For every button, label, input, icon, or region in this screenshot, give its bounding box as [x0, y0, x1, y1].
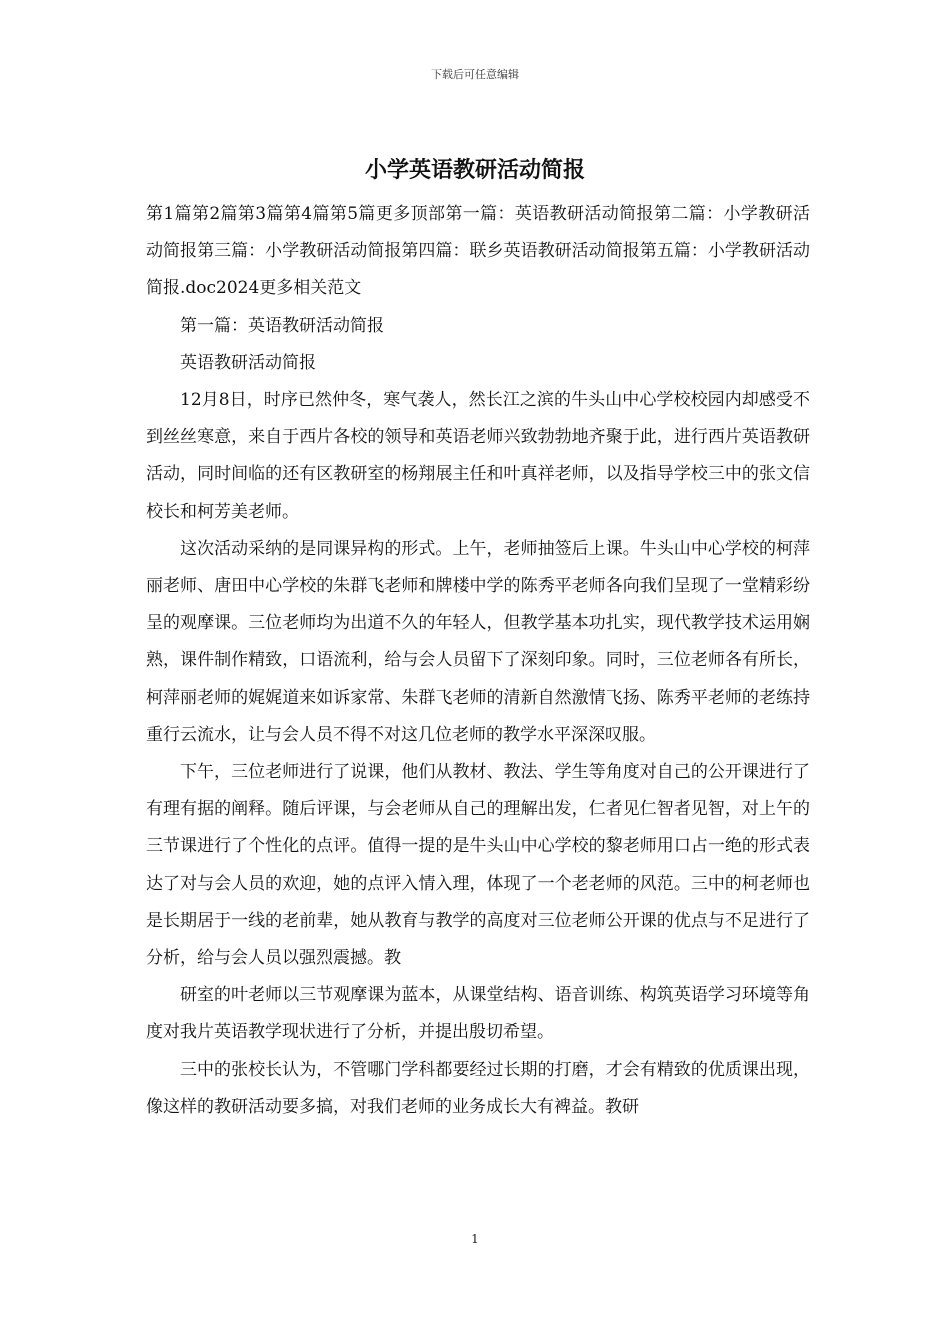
header-note: 下载后可任意编辑 — [431, 68, 519, 81]
document-body — [146, 196, 810, 1126]
section-heading: 第一篇：英语教研活动简报 — [180, 315, 384, 336]
table-of-contents: 第1篇第2篇第3篇第4篇第5篇更多顶部第一篇：英语教研活动简报第二篇：小学教研活动简报第三篇：小学教研活动简报第四篇：联乡英语教研活动简报第五篇：小学教研活动简报.doc2024更多相关范文 — [146, 204, 810, 299]
body-paragraph: 这次活动采纳的是同课异构的形式。上午，老师抽签后上课。牛头山中心学校的柯萍丽老师、唐田中心学校的朱群飞老师和牌楼中学的陈秀平老师各向我们呈现了一堂精彩纷呈的观摩课。三位老师均为出道不久的年轻人，但教学基本功扎实，现代教学技术运用娴熟，课件制作精致，口语流利，给与会人员留下了深刻印象。同时，三位老师各有所长，柯萍丽老师的娓娓道来如诉家常、朱群飞老师的清新自然激情飞扬、陈秀平老师的老练持重行云流水，让与会人员不得不对这几位老师的教学水平深深叹服。 — [146, 538, 810, 745]
page-number: 1 — [471, 1232, 479, 1246]
body-paragraph: 12月8日，时序已然仲冬，寒气袭人，然长江之滨的牛头山中心学校校园内却感受不到丝丝寒意，来自于西片各校的领导和英语老师兴致勃勃地齐聚于此，进行西片英语教研活动，同时间临的还有区教研室的杨翔展主任和叶真祥老师，以及指导学校三中的张文信校长和柯芳美老师。 — [146, 390, 810, 522]
body-paragraph: 研室的叶老师以三节观摩课为蓝本，从课堂结构、语音训练、构筑英语学习环境等角度对我片英语教学现状进行了分析，并提出殷切希望。 — [146, 985, 810, 1043]
body-paragraph: 下午，三位老师进行了说课，他们从教材、教法、学生等角度对自己的公开课进行了有理有据的阐释。随后评课，与会老师从自己的理解出发，仁者见仁智者见智，对上午的三节课进行了个性化的点评。值得一提的是牛头山中心学校的黎老师用口占一绝的形式表达了对与会人员的欢迎，她的点评入情入理，体现了一个老老师的风范。三中的柯老师也是长期居于一线的老前辈，她从教育与教学的高度对三位老师公开课的优点与不足进行了分析，给与会人员以强烈震撼。教 — [146, 762, 810, 969]
article-subtitle: 英语教研活动简报 — [180, 352, 316, 373]
body-paragraph: 三中的张校长认为，不管哪门学科都要经过长期的打磨，才会有精致的优质课出现，像这样的教研活动要多搞，对我们老师的业务成长大有裨益。教研 — [146, 1059, 810, 1117]
document-title: 小学英语教研活动简报 — [364, 157, 585, 183]
